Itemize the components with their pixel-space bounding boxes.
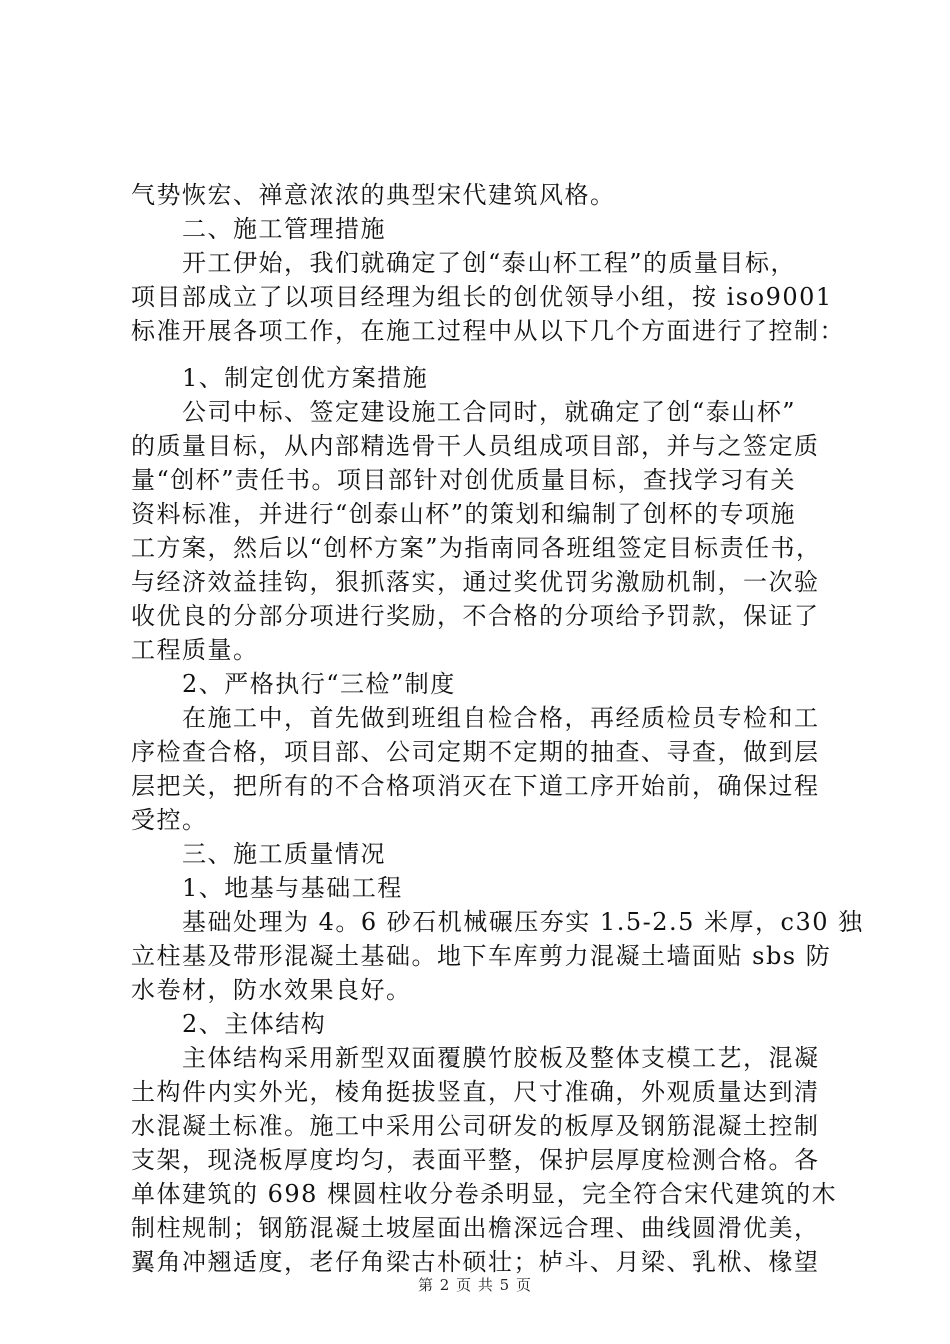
paragraph-line: 工程质量。 — [131, 636, 259, 664]
paragraph-line: 收优良的分部分项进行奖励，不合格的分项给予罚款，保证了 — [131, 602, 820, 630]
paragraph-line: 层把关，把所有的不合格项消灭在下道工序开始前，确保过程 — [131, 772, 820, 800]
paragraph-line: 立柱基及带形混凝土基础。地下车库剪力混凝土墙面贴 sbs 防 — [131, 942, 832, 970]
paragraph-line: 水卷材，防水效果良好。 — [131, 976, 412, 1004]
paragraph-line: 气势恢宏、禅意浓浓的典型宋代建筑风格。 — [131, 181, 616, 209]
paragraph-line: 受控。 — [131, 806, 208, 834]
paragraph-line: 的质量目标，从内部精选骨干人员组成项目部，并与之签定质 — [131, 432, 820, 460]
paragraph-line: 标准开展各项工作，在施工过程中从以下几个方面进行了控制： — [131, 317, 845, 345]
paragraph-line: 在施工中，首先做到班组自检合格，再经质检员专检和工 — [131, 704, 820, 732]
paragraph-line: 项目部成立了以项目经理为组长的创优领导小组，按 iso9001 — [131, 283, 833, 311]
subheading-inspection: 2、严格执行“三检”制度 — [131, 670, 456, 698]
paragraph-line: 公司中标、签定建设施工合同时，就确定了创“泰山杯” — [131, 398, 797, 426]
paragraph-line: 土构件内实外光，棱角挺拔竖直，尺寸准确，外观质量达到清 — [131, 1078, 820, 1106]
section-heading-management: 二、施工管理措施 — [131, 215, 386, 243]
paragraph-line: 序检查合格，项目部、公司定期不定期的抽查、寻查，做到层 — [131, 738, 820, 766]
subheading-foundation: 1、地基与基础工程 — [131, 874, 403, 902]
section-heading-quality: 三、施工质量情况 — [131, 840, 386, 868]
paragraph-line: 水混凝土标准。施工中采用公司研发的板厚及钢筋混凝土控制 — [131, 1112, 820, 1140]
paragraph-line: 开工伊始，我们就确定了创“泰山杯工程”的质量目标， — [131, 249, 797, 277]
paragraph-line: 支架，现浇板厚度均匀，表面平整，保护层厚度检测合格。各 — [131, 1146, 820, 1174]
subheading-plan: 1、制定创优方案措施 — [131, 364, 429, 392]
paragraph-line: 基础处理为 4。6 砂石机械碾压夯实 1.5-2.5 米厚，c30 独 — [131, 908, 864, 936]
page-number-footer: 第 2 页 共 5 页 — [418, 1276, 532, 1294]
paragraph-line: 翼角冲翘适度，老仔角梁古朴硕壮；栌斗、月梁、乳栿、椽望 — [131, 1248, 820, 1276]
subheading-structure: 2、主体结构 — [131, 1010, 327, 1038]
paragraph-line: 制柱规制；钢筋混凝土坡屋面出檐深远合理、曲线圆滑优美， — [131, 1214, 820, 1242]
paragraph-line: 工方案，然后以“创杯方案”为指南同各班组签定目标责任书， — [131, 534, 822, 562]
paragraph-line: 资料标准，并进行“创泰山杯”的策划和编制了创杯的专项施 — [131, 500, 797, 528]
paragraph-line: 主体结构采用新型双面覆膜竹胶板及整体支模工艺，混凝 — [131, 1044, 820, 1072]
paragraph-line: 与经济效益挂钩，狠抓落实，通过奖优罚劣激励机制，一次验 — [131, 568, 820, 596]
paragraph-line: 量“创杯”责任书。项目部针对创优质量目标，查找学习有关 — [131, 466, 797, 494]
paragraph-line: 单体建筑的 698 棵圆柱收分卷杀明显，完全符合宋代建筑的木 — [131, 1180, 838, 1208]
